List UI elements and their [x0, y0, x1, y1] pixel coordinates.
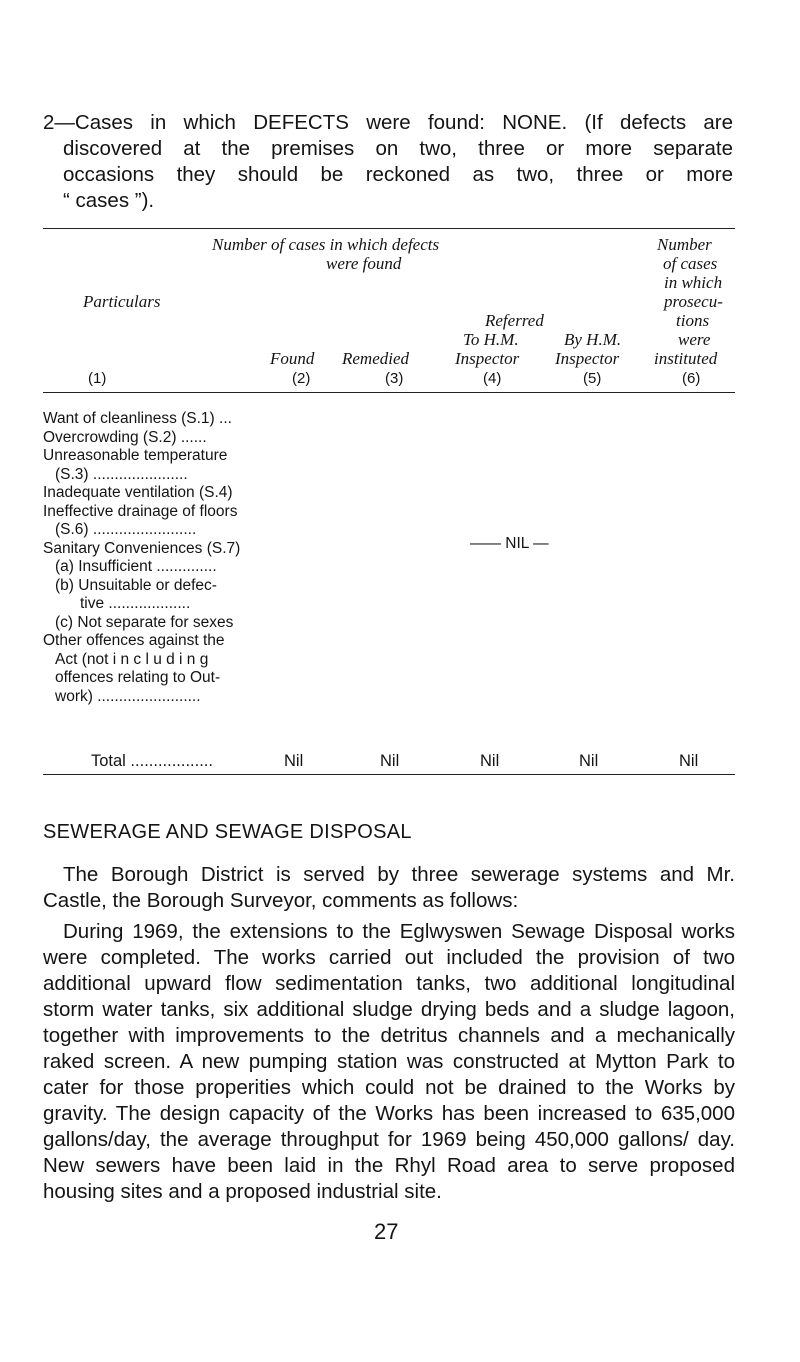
header-prosecutions: Number — [657, 235, 712, 254]
particular-row: (b) Unsuitable or defec- — [55, 576, 217, 594]
section-body — [43, 862, 735, 1205]
particular-row: Ineffective drainage of floors — [43, 502, 238, 520]
total-label: Total .................. — [91, 752, 213, 770]
particular-row: offences relating to Out- — [55, 669, 221, 686]
intro-line: occasions they should be reckoned as two, three or more — [63, 163, 733, 186]
header-prosecutions: tions — [676, 311, 710, 330]
column-number: (4) — [483, 370, 502, 387]
header-were-found: were found — [326, 254, 402, 273]
header-prosecutions: in which — [664, 273, 723, 292]
column-number: (1) — [88, 370, 107, 387]
particular-row: work) ........................ — [55, 687, 201, 705]
body-paragraph: During 1969, the extensions to the Eglwyswen Sewage Disposal works were completed. The works carried out included the provision of two additional upward flow sedimentation tanks, two additional longitudinal storm water tanks, six additional sludge drying beds and a sludge lagoon, together with improvements to the detritus channels and a mechanically raked screen. A new pumping station was constructed at Mytton Park to cater for those properities which could not be drained to the Works by gravity. The design capacity of the Works has been increased to 635,000 gallons/day, the average throughput for 1969 being 450,000 gallons/ day. New sewers have been laid in the Rhyl Road area to serve proposed housing sites and a proposed industrial site. — [43, 920, 735, 1203]
particular-row: Other offences against the — [43, 632, 225, 649]
particular-row: (a) Insufficient .............. — [55, 558, 217, 575]
particular-row: Sanitary Conveniences (S.7) — [43, 539, 241, 557]
intro-line: 2—Cases in which DEFECTS were found: NONE. (If defects are — [43, 111, 733, 134]
particular-row: (c) Not separate for sexes — [55, 613, 234, 631]
header-found: Found — [270, 349, 315, 368]
header-inspector: Inspector — [455, 349, 520, 368]
total-value: Nil — [284, 752, 304, 770]
particular-row: Act (not i n c l u d i n g — [55, 650, 209, 668]
particular-row: Unreasonable temperature — [43, 447, 228, 464]
header-remedied: Remedied — [342, 349, 410, 368]
header-prosecutions: of cases — [663, 254, 718, 273]
section-title: SEWERAGE AND SEWAGE DISPOSAL — [43, 821, 412, 843]
header-prosecutions: instituted — [654, 349, 718, 368]
defects-intro — [43, 110, 733, 214]
column-number: (5) — [583, 370, 602, 387]
particular-row: (S.3) ...................... — [55, 465, 188, 483]
column-number: (2) — [292, 370, 311, 387]
header-prosecutions: prosecu- — [664, 292, 723, 311]
page-number: 27 — [374, 1219, 399, 1244]
header-to-hm: To H.M. — [463, 330, 519, 349]
total-value: Nil — [380, 752, 400, 770]
total-value: Nil — [480, 752, 500, 770]
header-particulars: Particulars — [83, 292, 161, 311]
table-bottom-rule — [43, 774, 735, 775]
particular-row: Inadequate ventilation (S.4) — [43, 484, 233, 501]
header-referred: Referred — [485, 311, 544, 330]
intro-line: “ cases ”). — [63, 189, 155, 212]
header-prosecutions: were — [678, 330, 711, 349]
column-number: (3) — [385, 370, 404, 387]
body-paragraph: The Borough District is served by three sewerage systems and Mr. Castle, the Borough Surveyor, comments as follows: — [43, 863, 735, 912]
header-number-of-cases: Number of cases in which defects — [212, 235, 440, 254]
column-number: (6) — [682, 370, 701, 387]
table-top-rule — [43, 228, 735, 229]
header-inspector: Inspector — [555, 349, 620, 368]
total-value: Nil — [579, 752, 599, 770]
table-header-rule — [43, 392, 735, 393]
nil-marker: —— NIL — — [470, 535, 549, 552]
header-by-hm: By H.M. — [564, 330, 622, 349]
particular-row: tive ................... — [80, 595, 191, 612]
particulars-list — [43, 410, 240, 706]
particular-row: Want of cleanliness (S.1) ... — [43, 410, 232, 427]
intro-line: discovered at the premises on two, three or more separate — [63, 137, 733, 160]
particular-row: (S.6) ........................ — [55, 521, 197, 538]
particular-row: Overcrowding (S.2) ...... — [43, 428, 207, 446]
total-value: Nil — [679, 752, 699, 770]
